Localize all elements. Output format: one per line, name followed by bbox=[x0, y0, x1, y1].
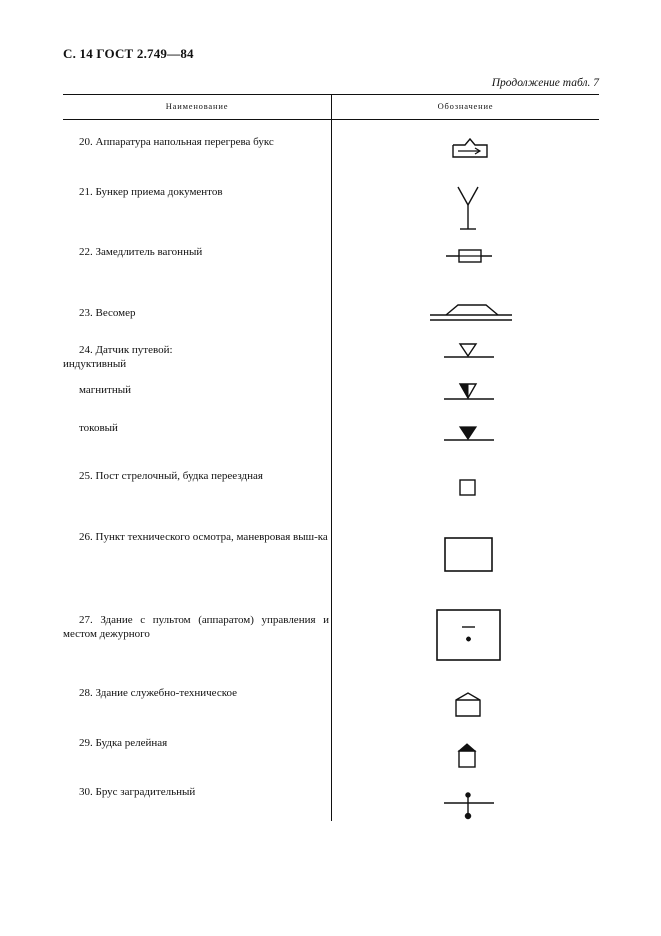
page-header: С. 14 ГОСТ 2.749—84 bbox=[63, 46, 194, 61]
row-text-22: 22. Замедлитель вагонный bbox=[79, 246, 203, 258]
weighbridge-symbol bbox=[430, 302, 514, 324]
row-text-21: 21. Бункер приема документов bbox=[79, 186, 223, 198]
magnetic-track-sensor-symbol bbox=[444, 381, 494, 403]
table-continuation-label: Продолжение табл. 7 bbox=[491, 77, 599, 89]
service-building-symbol bbox=[453, 690, 485, 720]
inductive-track-sensor-symbol bbox=[444, 341, 494, 361]
car-retarder-symbol bbox=[446, 246, 492, 266]
column-divider bbox=[331, 94, 332, 821]
row-text-24: 24. Датчик путевой: bbox=[79, 344, 173, 356]
document-bunker-symbol bbox=[456, 185, 480, 233]
barrier-beam-symbol bbox=[444, 791, 494, 821]
row-text-28: 28. Здание служебно-техническое bbox=[79, 687, 238, 699]
row-text-27: 27. Здание с пультом (аппаратом) управления и местом дежурного bbox=[63, 614, 329, 640]
row-text-30: 30. Брус заградительный bbox=[79, 786, 196, 798]
row-text-24-inductive: индуктивный bbox=[63, 358, 127, 370]
row-text-24-magnetic: магнитный bbox=[79, 384, 132, 396]
row-text-25: 25. Пост стрелочный, будка переездная bbox=[79, 470, 263, 482]
switch-post-symbol bbox=[458, 478, 478, 498]
inspection-point-symbol bbox=[443, 536, 495, 574]
control-building-symbol bbox=[435, 608, 503, 664]
axle-overheat-detector-symbol bbox=[449, 134, 491, 160]
row-text-26: 26. Пункт технического осмотра, маневровая выш-ка bbox=[79, 531, 328, 543]
row-text-20: 20. Аппаратура напольная перегрева букс bbox=[79, 136, 274, 148]
relay-cabin-symbol bbox=[455, 740, 481, 770]
row-text-29: 29. Будка релейная bbox=[79, 737, 168, 749]
current-track-sensor-symbol bbox=[444, 424, 494, 444]
column-header-symbol: Обозначение bbox=[437, 101, 494, 111]
row-text-24-current: токовый bbox=[79, 422, 118, 434]
row-text-23: 23. Весомер bbox=[79, 307, 136, 319]
column-header-name: Наименование bbox=[165, 101, 229, 111]
